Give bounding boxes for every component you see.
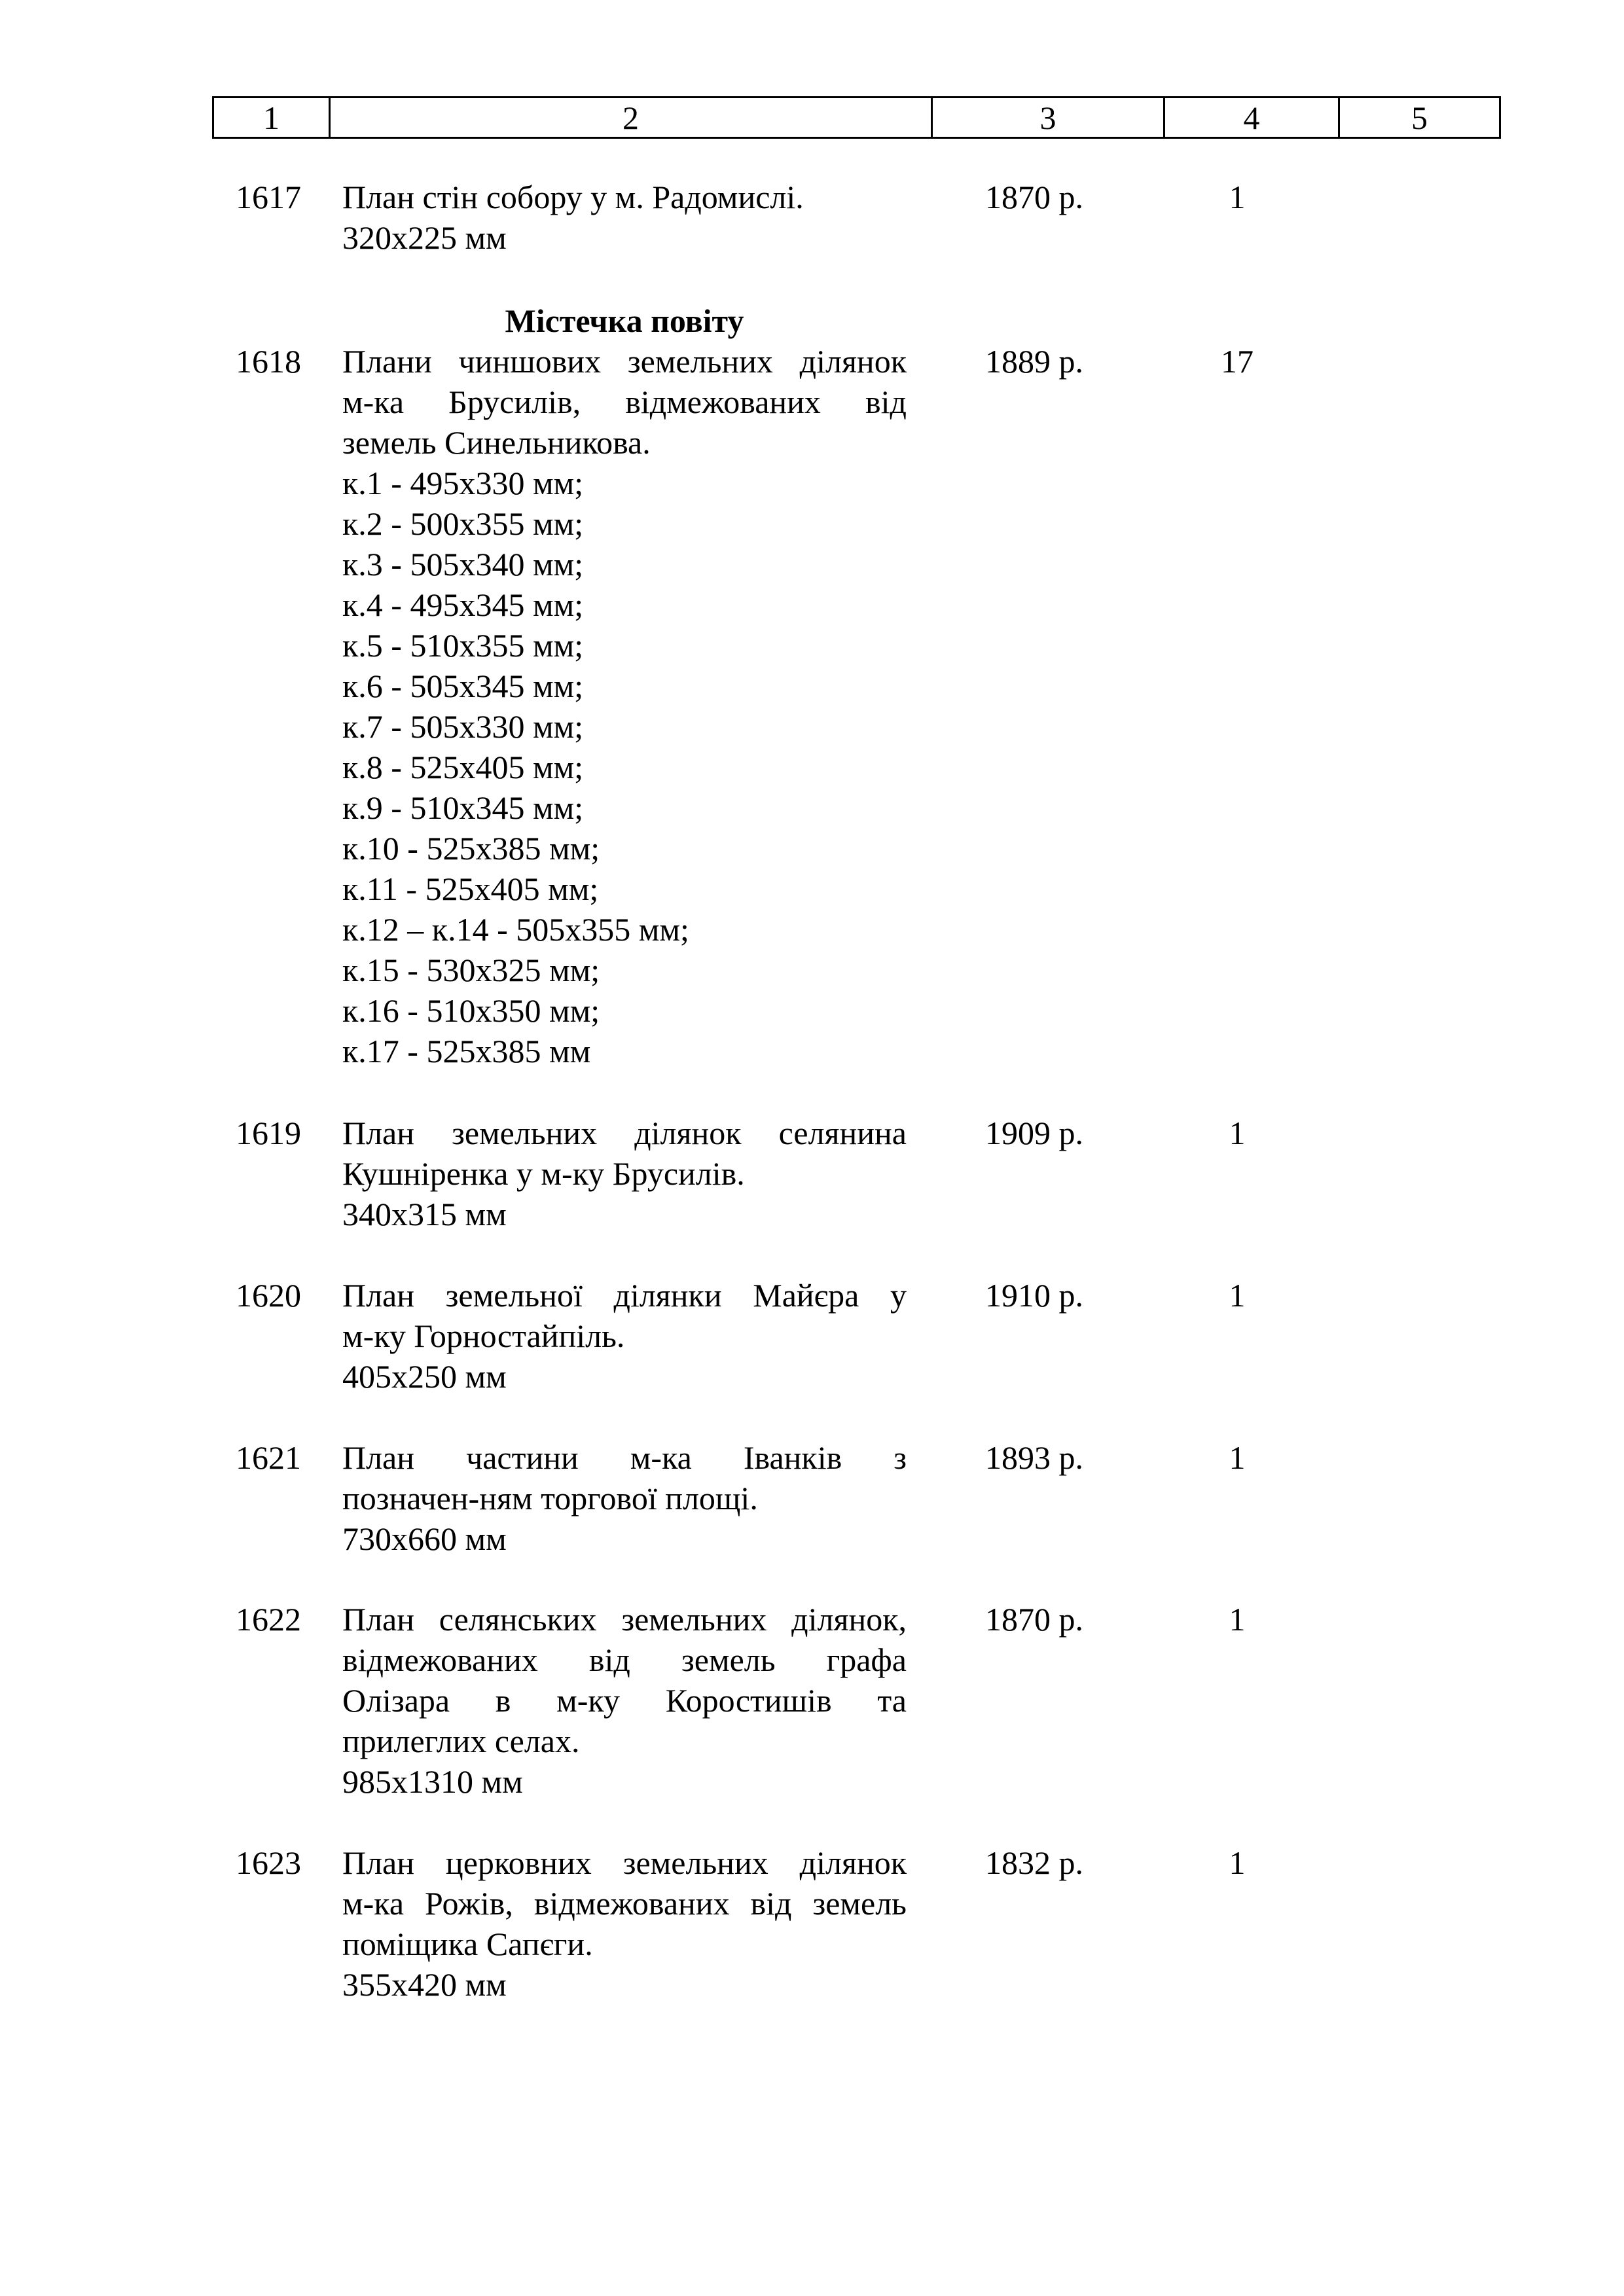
entry-count: 1	[1229, 1115, 1246, 1151]
description-line: поміщика Сапєги.	[342, 1926, 593, 1962]
description-line: План земельної ділянки Майєра у	[342, 1277, 907, 1314]
description-line: 985х1310 мм	[342, 1763, 523, 1800]
description-line: Плани чиншових земельних ділянок	[342, 343, 907, 380]
description-line: к.8 - 525х405 мм;	[342, 749, 584, 785]
description-line: План стін собору у м. Радомислі.	[342, 179, 804, 215]
description-line: 355х420 мм	[342, 1966, 507, 2003]
description-line: к.7 - 505х330 мм;	[342, 708, 584, 745]
entry-date: 1832 р.	[985, 1844, 1083, 1881]
entry-count: 1	[1229, 179, 1246, 215]
description-line: к.6 - 505х345 мм;	[342, 668, 584, 704]
description-line: к.9 - 510х345 мм;	[342, 789, 584, 826]
entry-date: 1893 р.	[985, 1439, 1083, 1476]
description-line: позначен-ням торгової площі.	[342, 1480, 758, 1516]
entry-description	[342, 341, 907, 1071]
entry-description	[342, 1275, 907, 1397]
section-title: Містечка повіту	[505, 302, 744, 339]
entry-number: 1620	[236, 1277, 301, 1314]
column-header-1: 1	[213, 98, 330, 138]
entry-count: 1	[1229, 1439, 1246, 1476]
description-line: к.11 - 525х405 мм;	[342, 870, 599, 907]
description-line: м-ка Брусилів, відмежованих від	[342, 384, 907, 420]
entry-count: 1	[1229, 1277, 1246, 1314]
description-line: к.2 - 500х355 мм;	[342, 505, 584, 542]
description-line: м-ку Горностайпіль.	[342, 1318, 625, 1354]
description-line: План селянських земельних ділянок,	[342, 1601, 907, 1638]
description-line: м-ка Рожів, відмежованих від земель	[342, 1885, 907, 1922]
entry-number: 1619	[236, 1115, 301, 1151]
entry-date: 1909 р.	[985, 1115, 1083, 1151]
column-header-row	[213, 98, 1500, 138]
description-line: к.10 - 525х385 мм;	[342, 830, 600, 867]
entry-description	[342, 177, 907, 258]
description-line: к.1 - 495х330 мм;	[342, 465, 584, 501]
description-line: к.5 - 510х355 мм;	[342, 627, 584, 664]
description-line: прилеглих селах.	[342, 1723, 580, 1759]
description-line: к.17 - 525х385 мм	[342, 1033, 591, 1069]
description-line: відмежованих від земель графа	[342, 1641, 907, 1678]
entry-date: 1910 р.	[985, 1277, 1083, 1314]
entry-description	[342, 1599, 907, 1802]
column-header-5: 5	[1339, 98, 1500, 138]
description-line: к.12 – к.14 - 505х355 мм;	[342, 911, 689, 948]
description-line: 340х315 мм	[342, 1196, 507, 1232]
description-line: План частини м-ка Іванків з	[342, 1439, 907, 1476]
description-line: План церковних земельних ділянок	[342, 1844, 907, 1881]
entry-number: 1623	[236, 1844, 301, 1881]
column-header-2: 2	[330, 98, 932, 138]
entry-description	[342, 1842, 907, 2005]
entry-number: 1617	[236, 179, 301, 215]
description-line: 730х660 мм	[342, 1520, 507, 1557]
description-line: к.3 - 505х340 мм;	[342, 546, 584, 583]
description-line: земель Синельникова.	[342, 424, 651, 461]
description-line: 320х225 мм	[342, 219, 507, 256]
description-line: План земельних ділянок селянина	[342, 1115, 907, 1151]
entry-number: 1618	[236, 343, 301, 380]
description-line: Олізара в м-ку Коростишів та	[342, 1682, 907, 1719]
description-line: 405х250 мм	[342, 1358, 507, 1395]
entry-date: 1870 р.	[985, 179, 1083, 215]
entry-count: 1	[1229, 1844, 1246, 1881]
description-line: к.16 - 510х350 мм;	[342, 992, 600, 1029]
description-line: к.4 - 495х345 мм;	[342, 586, 584, 623]
column-header-4: 4	[1164, 98, 1339, 138]
entry-date: 1870 р.	[985, 1601, 1083, 1638]
description-line: к.15 - 530х325 мм;	[342, 952, 600, 988]
column-header-3: 3	[932, 98, 1164, 138]
entry-count: 1	[1229, 1601, 1246, 1638]
entry-date: 1889 р.	[985, 343, 1083, 380]
entry-description	[342, 1437, 907, 1559]
entry-description	[342, 1113, 907, 1234]
entry-number: 1622	[236, 1601, 301, 1638]
entry-number: 1621	[236, 1439, 301, 1476]
column-header-table	[212, 96, 1501, 139]
description-line: Кушніренка у м-ку Брусилів.	[342, 1155, 745, 1192]
entry-count: 17	[1221, 343, 1254, 380]
